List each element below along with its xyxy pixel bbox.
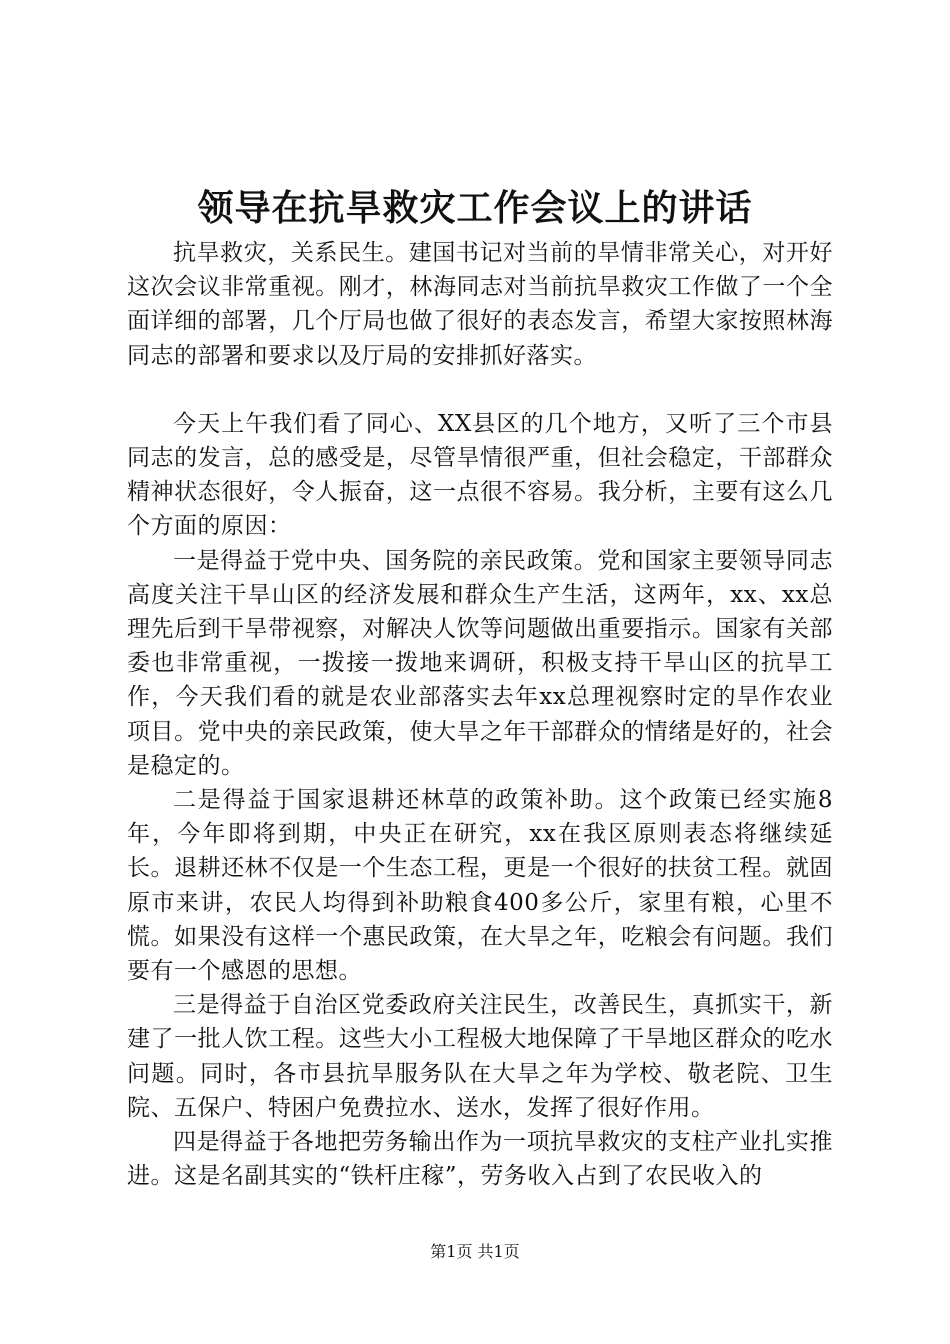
paragraph-impressions: 今天上午我们看了同心、XX县区的几个地方，又听了三个市县同志的发言，总的感受是，尽管旱情很严重，但社会稳定，干部群众精神状态很好，令人振奋，这一点很不容易。我分析，主要有这么几个方面的原因： <box>127 410 833 540</box>
page-footer: 第1页 共1页 <box>430 1242 520 1261</box>
paragraph-intro: 抗旱救灾，关系民生。建国书记对当前的旱情非常关心，对开好这次会议非常重视。刚才，林海同志对当前抗旱救灾工作做了一个全面详细的部署，几个厅局也做了很好的表态发言，希望大家按照林海同志的部署和要求以及厅局的安排抓好落实。 <box>127 240 833 369</box>
paragraph-reason-three: 三是得益于自治区党委政府关注民生，改善民生，真抓实干，新建了一批人饮工程。这些大小工程极大地保障了干旱地区群众的吃水问题。同时，各市县抗旱服务队在大旱之年为学校、敬老院、卫生院、五保户、特困户免费拉水、送水，发挥了很好作用。 <box>127 992 833 1121</box>
paragraph-reason-two: 二是得益于国家退耕还林草的政策补助。这个政策已经实施8年，今年即将到期，中央正在研究，xx在我区原则表态将继续延长。退耕还林不仅是一个生态工程，更是一个很好的扶贫工程。就固原市来讲，农民人均得到补助粮食400多公斤，家里有粮，心里不慌。如果没有这样一个惠民政策，在大旱之年，吃粮会有问题。我们要有一个感恩的思想。 <box>127 787 833 985</box>
document-body <box>127 236 833 1193</box>
document-title: 领导在抗旱救灾工作会议上的讲话 <box>197 187 753 229</box>
paragraph-gap <box>127 373 833 407</box>
paragraph-reason-four: 四是得益于各地把劳务输出作为一项抗旱救灾的支柱产业扎实推进。这是名副其实的“铁杆庄稼”，劳务收入占到了农民收入的 <box>127 1129 833 1190</box>
paragraph-reason-one: 一是得益于党中央、国务院的亲民政策。党和国家主要领导同志高度关注干旱山区的经济发展和群众生产生活，这两年，xx、xx总理先后到干旱带视察，对解决人饮等问题做出重要指示。国家有关部委也非常重视，一拨接一拨地来调研，积极支持干旱山区的抗旱工作，今天我们看的就是农业部落实去年xx总理视察时定的旱作农业项目。党中央的亲民政策，使大旱之年干部群众的情绪是好的，社会是稳定的。 <box>127 547 833 779</box>
